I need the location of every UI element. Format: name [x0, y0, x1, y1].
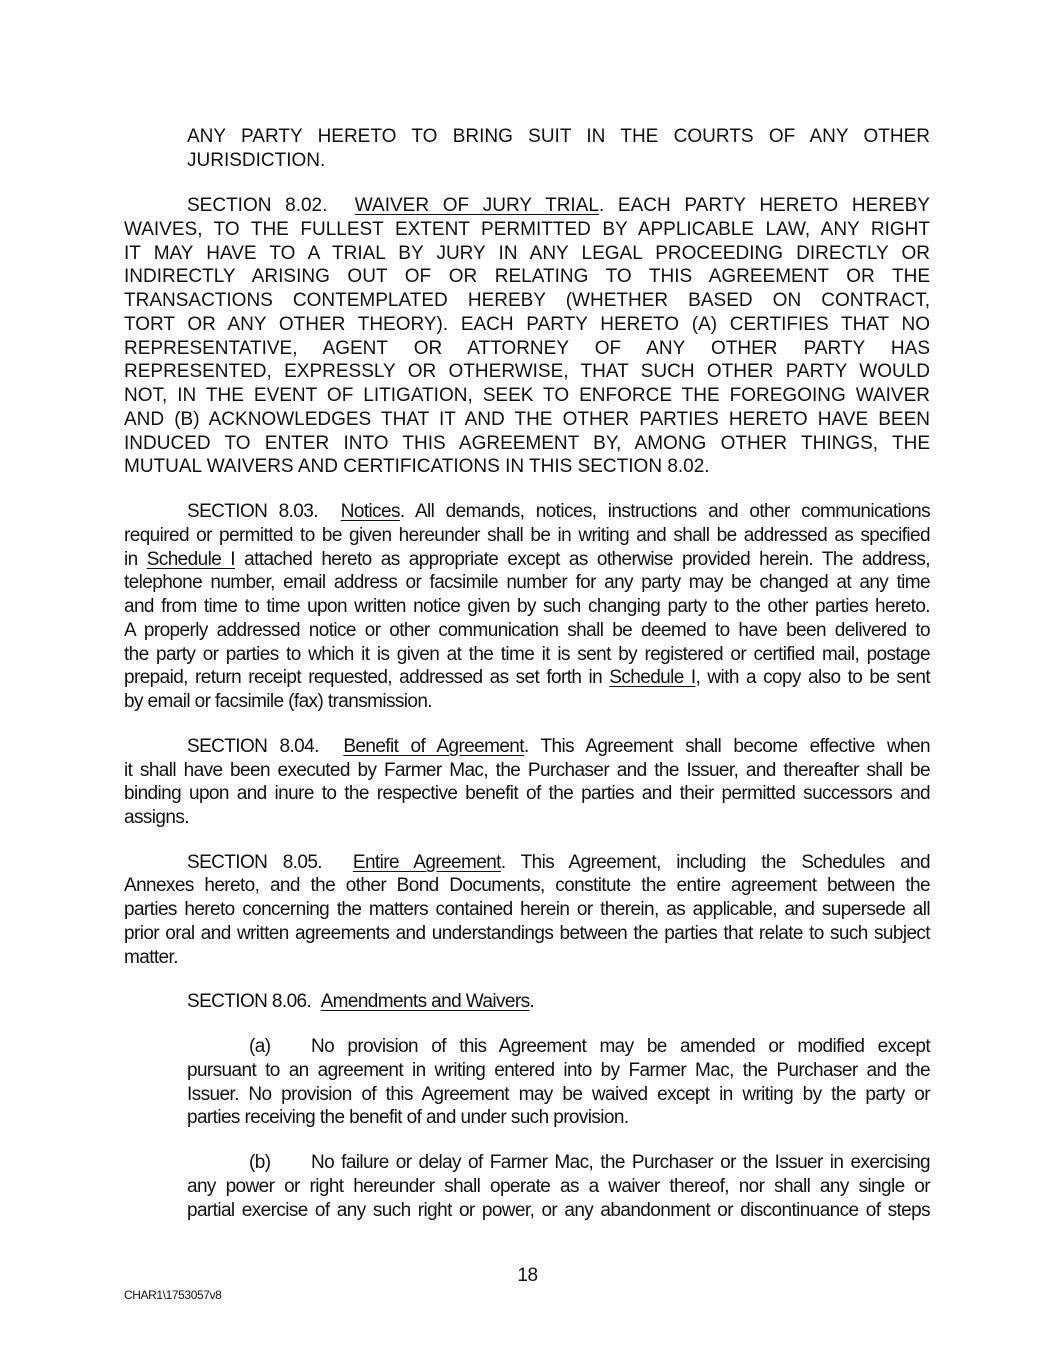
document-id-footer: CHAR1\1753057v8: [124, 1288, 222, 1302]
text-line: assigns.: [124, 807, 189, 828]
section-heading: WAIVER OF JURY TRIAL: [354, 195, 599, 216]
text-segment: . This Agreement shall become effective when: [523, 736, 930, 757]
text-segment: . All demands, notices, instructions and other communications: [399, 501, 930, 522]
text-segment: . This Agreement, including the Schedules and: [500, 852, 930, 873]
text-line: INDIRECTLY ARISING OUT OF OR RELATING TO THIS AGREEMENT OR THE: [124, 266, 930, 287]
section-number: SECTION 8.02.: [187, 195, 328, 216]
section-first-line: [187, 735, 930, 759]
section-heading: Notices: [340, 501, 400, 522]
section-number: SECTION 8.06.: [187, 991, 312, 1012]
section-heading: Entire Agreement: [352, 852, 501, 873]
section-number: SECTION 8.05.: [187, 852, 322, 873]
text-line: binding upon and inure to the respective benefit of the parties and their permitted successors and: [124, 783, 930, 804]
page-number: 18: [517, 1265, 538, 1286]
text-line: MUTUAL WAIVERS AND CERTIFICATIONS IN THIS SECTION 8.02.: [124, 456, 710, 477]
text-line: [124, 666, 930, 690]
text-line: TORT OR ANY OTHER THEORY). EACH PARTY HERETO (A) CERTIFIES THAT NO: [124, 314, 930, 335]
text-line: ANY PARTY HERETO TO BRING SUIT IN THE COURTS OF ANY OTHER: [187, 126, 930, 147]
text-segment: attached hereto as appropriate except as otherwise provided herein. The address,: [234, 549, 930, 570]
text-line: [124, 548, 930, 572]
subsection-label: (b): [249, 1152, 271, 1173]
text-line: Annexes hereto, and the other Bond Documents, constitute the entire agreement between the: [124, 875, 930, 896]
text-line: by email or facsimile (fax) transmission.: [124, 691, 432, 712]
text-line: REPRESENTATIVE, AGENT OR ATTORNEY OF ANY OTHER PARTY HAS: [124, 338, 930, 359]
text-segment: in: [124, 549, 147, 570]
text-line: REPRESENTED, EXPRESSLY OR OTHERWISE, THAT SUCH OTHER PARTY WOULD: [124, 361, 930, 382]
text-line: telephone number, email address or facsimile number for any party may be changed at any time: [124, 572, 930, 593]
text-line: No provision of this Agreement may be amended or modified except: [311, 1036, 930, 1057]
section-first-line: [187, 851, 930, 875]
text-line: partial exercise of any such right or power, or any abandonment or discontinuance of steps: [187, 1200, 930, 1221]
text-line: WAIVES, TO THE FULLEST EXTENT PERMITTED BY APPLICABLE LAW, ANY RIGHT: [124, 219, 930, 240]
section-first-line: [187, 194, 930, 218]
text-segment: prepaid, return receipt requested, addressed as set forth in: [124, 667, 610, 688]
text-line: parties hereto concerning the matters contained herein or therein, as applicable, and supersede all: [124, 899, 930, 920]
schedule-i-reference: Schedule I: [146, 549, 235, 570]
text-line: A properly addressed notice or other communication shall be deemed to have been delivered to: [124, 620, 930, 641]
text-line: and from time to time upon written notice given by such changing party to the other parties hereto.: [124, 596, 930, 617]
text-line: it shall have been executed by Farmer Mac, the Purchaser and the Issuer, and thereafter shall be: [124, 760, 930, 781]
subsection-label: (a): [249, 1036, 271, 1057]
text-segment: . EACH PARTY HERETO HEREBY: [598, 195, 930, 216]
section-heading: Amendments and Waivers: [320, 991, 530, 1012]
section-number: SECTION 8.04.: [187, 736, 319, 757]
text-line: parties receiving the benefit of and under such provision.: [187, 1107, 629, 1128]
section-first-line: [187, 990, 534, 1014]
text-line: AND (B) ACKNOWLEDGES THAT IT AND THE OTHER PARTIES HERETO HAVE BEEN: [124, 409, 930, 430]
text-segment: .: [529, 991, 535, 1012]
schedule-i-reference: Schedule I: [609, 667, 696, 688]
text-line: INDUCED TO ENTER INTO THIS AGREEMENT BY, AMONG OTHER THINGS, THE: [124, 433, 930, 454]
section-heading: Benefit of Agreement: [343, 736, 524, 757]
text-line: prior oral and written agreements and understandings between the parties that relate to such subject: [124, 923, 930, 944]
text-line: TRANSACTIONS CONTEMPLATED HEREBY (WHETHER BASED ON CONTRACT,: [124, 290, 930, 311]
text-line: Issuer. No provision of this Agreement may be waived except in writing by the party or: [187, 1084, 930, 1105]
text-line: JURISDICTION.: [187, 150, 326, 171]
text-line: required or permitted to be given hereunder shall be in writing and shall be addressed as specified: [124, 525, 930, 546]
section-first-line: [187, 500, 930, 524]
text-line: NOT, IN THE EVENT OF LITIGATION, SEEK TO ENFORCE THE FOREGOING WAIVER: [124, 385, 930, 406]
text-segment: , with a copy also to be sent: [695, 667, 931, 688]
text-line: pursuant to an agreement in writing entered into by Farmer Mac, the Purchaser and the: [187, 1060, 930, 1081]
text-line: the party or parties to which it is given at the time it is sent by registered or certified mail, postage: [124, 644, 930, 665]
text-line: any power or right hereunder shall operate as a waiver thereof, nor shall any single or: [187, 1176, 930, 1197]
section-number: SECTION 8.03.: [187, 501, 318, 522]
text-line: matter.: [124, 947, 178, 968]
text-line: No failure or delay of Farmer Mac, the Purchaser or the Issuer in exercising: [311, 1152, 930, 1173]
text-line: IT MAY HAVE TO A TRIAL BY JURY IN ANY LEGAL PROCEEDING DIRECTLY OR: [124, 243, 930, 264]
